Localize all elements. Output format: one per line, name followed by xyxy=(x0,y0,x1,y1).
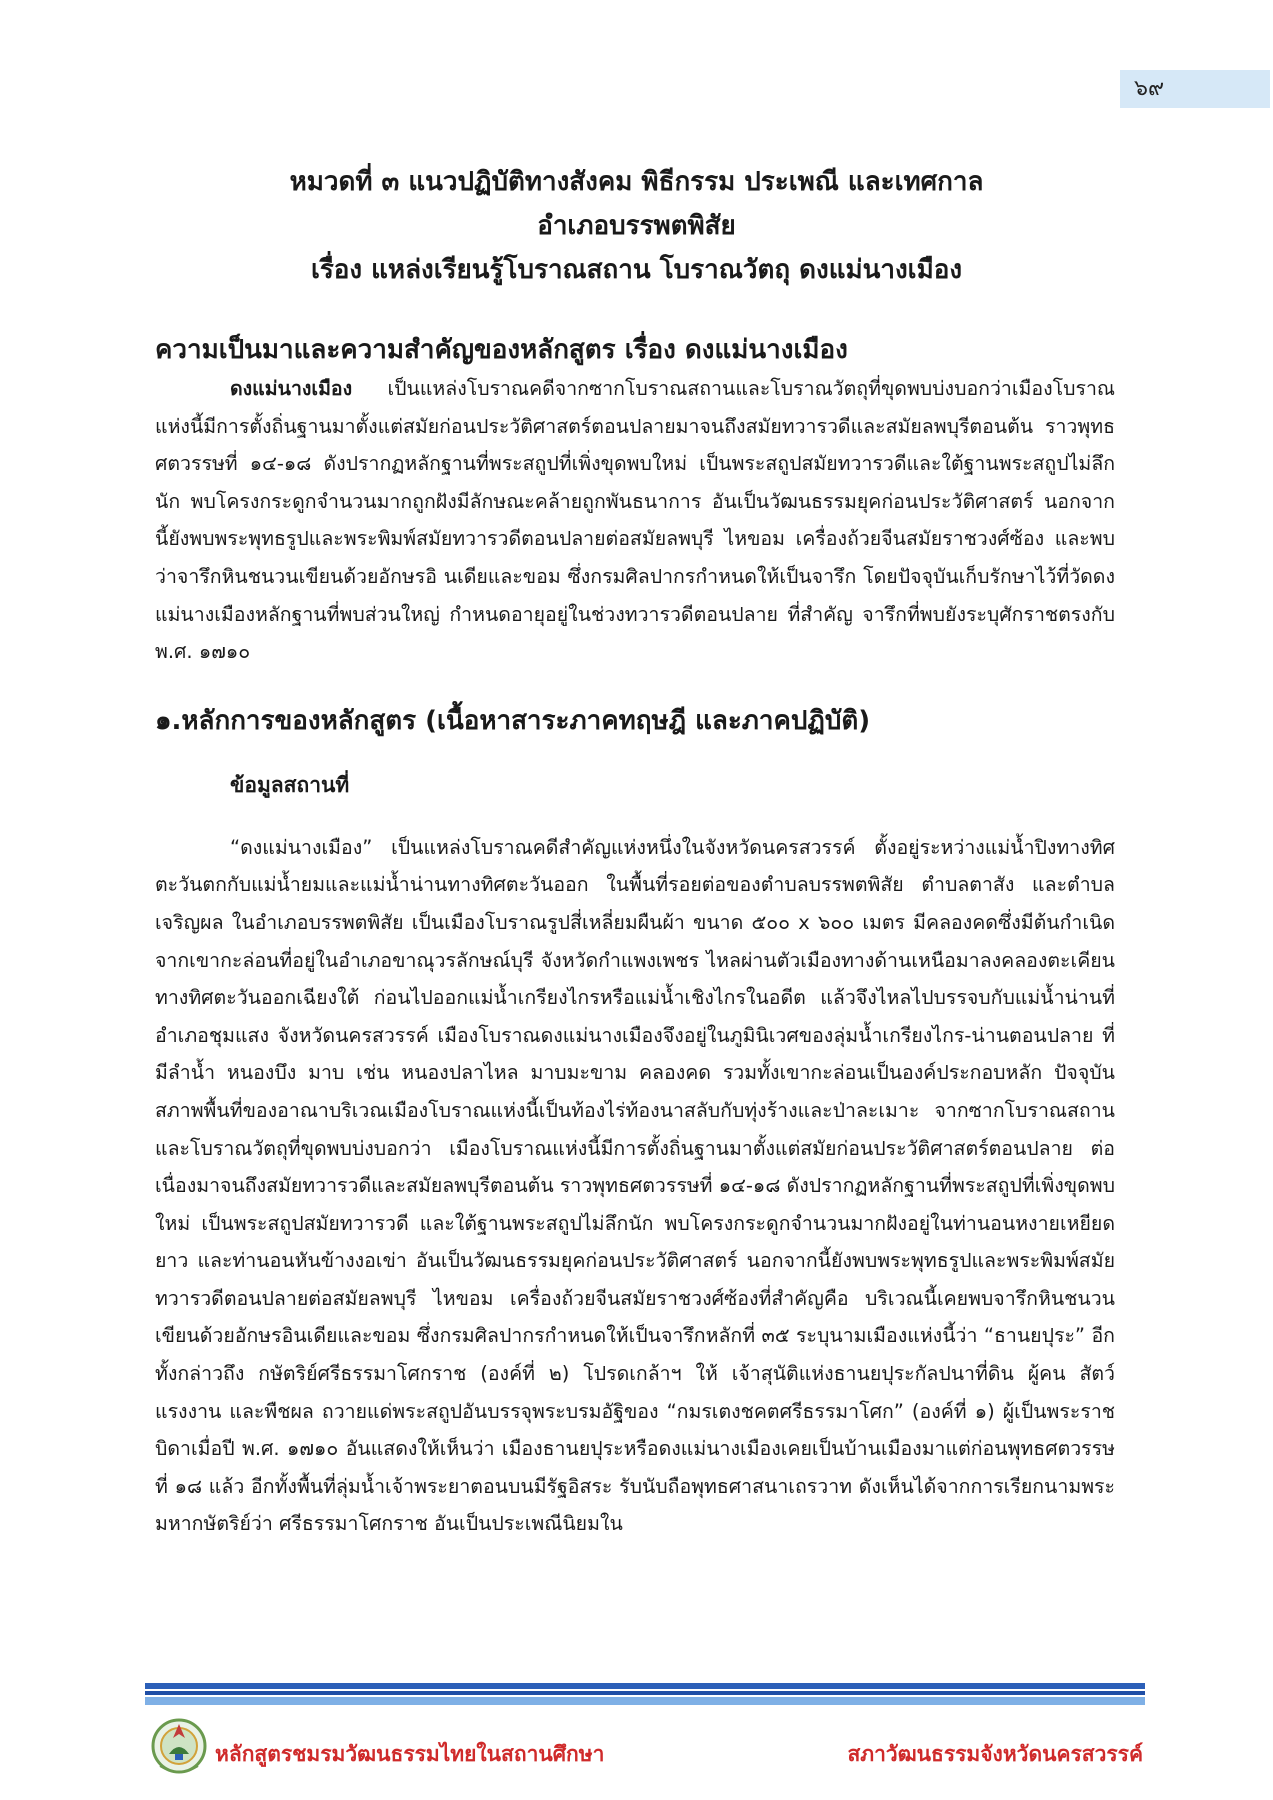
document-titles xyxy=(0,160,1273,292)
footer-bar-2 xyxy=(145,1691,1145,1695)
footer-bars xyxy=(145,1683,1145,1705)
culture-council-seal-icon xyxy=(150,1710,208,1778)
footer-curriculum-name: หลักสูตรชมรมวัฒนธรรมไทยในสถานศึกษา xyxy=(215,1742,605,1766)
section-heading-background: ความเป็นมาและความสำคัญของหลักสูตร เรื่อง ดงแม่นางเมือง xyxy=(155,335,848,365)
footer-bar-3 xyxy=(145,1697,1145,1705)
section-heading-principles: ๑.หลักการของหลักสูตร (เนื้อหาสาระภาคทฤษฎี และภาคปฏิบัติ) xyxy=(155,705,871,736)
lead-term: ดงแม่นางเมือง xyxy=(230,377,353,400)
subheading-location-info: ข้อมูลสถานที่ xyxy=(230,772,350,797)
page-number: ๖๙ xyxy=(1120,70,1270,108)
footer-council-name: สภาวัฒนธรรมจังหวัดนครสวรรค์ xyxy=(847,1742,1143,1766)
document-body xyxy=(155,330,1115,1543)
title-line-2: อำเภอบรรพตพิสัย xyxy=(537,211,736,241)
paragraph-background-text: เป็นแหล่งโบราณคดีจากซากโบราณสถานและโบราณวัตถุที่ขุดพบบ่งบอกว่าเมืองโบราณแห่งนี้มีการตั้งถิ่นฐานมาตั้งแต่สมัยก่อนประวัติศาสตร์ตอนปลายมาจนถึงสมัยทวารวดีและสมัยลพบุรีตอนต้น ราวพุทธศตวรรษที่ ๑๔-๑๘ ดังปรากฏหลักฐานที่พระสถูปที่เพิ่งขุดพบใหม่ เป็นพระสถูปสมัยทวารวดีและใต้ฐานพระสถูปไม่ลึกนัก พบโครงกระดูกจำนวนมากถูกฝังมีลักษณะคล้ายถูกพันธนาการ อันเป็นวัฒนธรรมยุคก่อนประวัติศาสตร์ นอกจากนี้ยังพบพระพุทธรูปและพระพิมพ์สมัยทวารวดีตอนปลายต่อสมัยลพบุรี ไหขอม เครื่องถ้วยจีนสมัยราชวงศ์ซ้อง และพบว่าจารึกหินชนวนเขียนด้วยอักษรอิ นเดียและขอม ซึ่งกรมศิลปากรกำหนดให้เป็นจารึก โดยปัจจุบันเก็บรักษาไว้ที่วัดดงแม่นางเมืองหลักฐานที่พบส่วนใหญ่ กำหนดอายุอยู่ในช่วงทวารวดีตอนปลาย ที่สำคัญ จารึกที่พบยังระบุศักราชตรงกับพ.ศ. ๑๗๑๐ xyxy=(155,377,1115,664)
footer-bar-1 xyxy=(145,1683,1145,1689)
title-line-1: หมวดที่ ๓ แนวปฏิบัติทางสังคม พิธีกรรม ประเพณี และเทศกาล xyxy=(289,167,984,197)
title-line-3: เรื่อง แหล่งเรียนรู้โบราณสถาน โบราณวัตถุ ดงแม่นางเมือง xyxy=(310,255,963,285)
paragraph-location: “ดงแม่นางเมือง” เป็นแหล่งโบราณคดีสำคัญแห่งหนึ่งในจังหวัดนครสวรรค์ ตั้งอยู่ระหว่างแม่น้ำปิงทางทิศตะวันตกกับแม่น้ำยมและแม่น้ำน่านทางทิศตะวันออก ในพื้นที่รอยต่อของตำบลบรรพตพิสัย ตำบลตาสัง และตำบลเจริญผล ในอำเภอบรรพตพิสัย เป็นเมืองโบราณรูปสี่เหลี่ยมผืนผ้า ขนาด ๕๐๐ x ๖๐๐ เมตร มีคลองคดซึ่งมีต้นกำเนิดจากเขากะล่อนที่อยู่ในอำเภอขาณุวรลักษณ์บุรี จังหวัดกำแพงเพชร ไหลผ่านตัวเมืองทางด้านเหนือมาลงคลองตะเคียนทางทิศตะวันออกเฉียงใต้ ก่อนไปออกแม่น้ำเกรียงไกรหรือแม่น้ำเชิงไกรในอดีต แล้วจึงไหลไปบรรจบกับแม่น้ำน่านที่อำเภอชุมแสง จังหวัดนครสวรรค์ เมืองโบราณดงแม่นางเมืองจึงอยู่ในภูมินิเวศของลุ่มน้ำเกรียงไกร-น่านตอนปลาย ที่มีลำน้ำ หนองบึง มาบ เช่น หนองปลาไหล มาบมะขาม คลองคด รวมทั้งเขากะล่อนเป็นองค์ประกอบหลัก ปัจจุบันสภาพพื้นที่ของอาณาบริเวณเมืองโบราณแห่งนี้เป็นท้องไร่ท้องนาสลับกับทุ่งร้างและป่าละเมาะ จากซากโบราณสถานและโบราณวัตถุที่ขุดพบบ่งบอกว่า เมืองโบราณแห่งนี้มีการตั้งถิ่นฐานมาตั้งแต่สมัยก่อนประวัติศาสตร์ตอนปลาย ต่อเนื่องมาจนถึงสมัยทวารวดีและสมัยลพบุรีตอนต้น ราวพุทธศตวรรษที่ ๑๔-๑๘ ดังปรากฏหลักฐานที่พระสถูปที่เพิ่งขุดพบใหม่ เป็นพระสถูปสมัยทวารวดี และใต้ฐานพระสถูปไม่ลึกนัก พบโครงกระดูกจำนวนมากฝังอยู่ในท่านอนหงายเหยียดยาว และท่านอนหันข้างงอเข่า อันเป็นวัฒนธรรมยุคก่อนประวัติศาสตร์ นอกจากนี้ยังพบพระพุทธรูปและพระพิมพ์สมัยทวารวดีตอนปลายต่อสมัยลพบุรี ไหขอม เครื่องถ้วยจีนสมัยราชวงศ์ซ้องที่สำคัญคือ บริเวณนี้เคยพบจารึกหินชนวนเขียนด้วยอักษรอินเดียและขอม ซึ่งกรมศิลปากรกำหนดให้เป็นจารึกหลักที่ ๓๕ ระบุนามเมืองแห่งนี้ว่า “ธานยปุระ” อีกทั้งกล่าวถึง กษัตริย์ศรีธรรมาโศกราช (องค์ที่ ๒) โปรดเกล้าฯ ให้ เจ้าสุนัติแห่งธานยปุระกัลปนาที่ดิน ผู้คน สัตว์แรงงาน และพืชผล ถวายแด่พระสถูปอันบรรจุพระบรมอัฐิของ “กมรเตงชคตศรีธรรมาโศก” (องค์ที่ ๑) ผู้เป็นพระราชบิดาเมื่อปี พ.ศ. ๑๗๑๐ อันแสดงให้เห็นว่า เมืองธานยปุระหรือดงแม่นางเมืองเคยเป็นบ้านเมืองมาแต่ก่อนพุทธศตวรรษที่ ๑๘ แล้ว อีกทั้งพื้นที่ลุ่มน้ำเจ้าพระยาตอนบนมีรัฐอิสระ รับนับถือพุทธศาสนาเถรวาท ดังเห็นได้จากการเรียกนามพระมหากษัตริย์ว่า ศรีธรรมาโศกราช อันเป็นประเพณีนิยมใน xyxy=(155,835,1115,1536)
paragraph-background xyxy=(155,370,1115,671)
